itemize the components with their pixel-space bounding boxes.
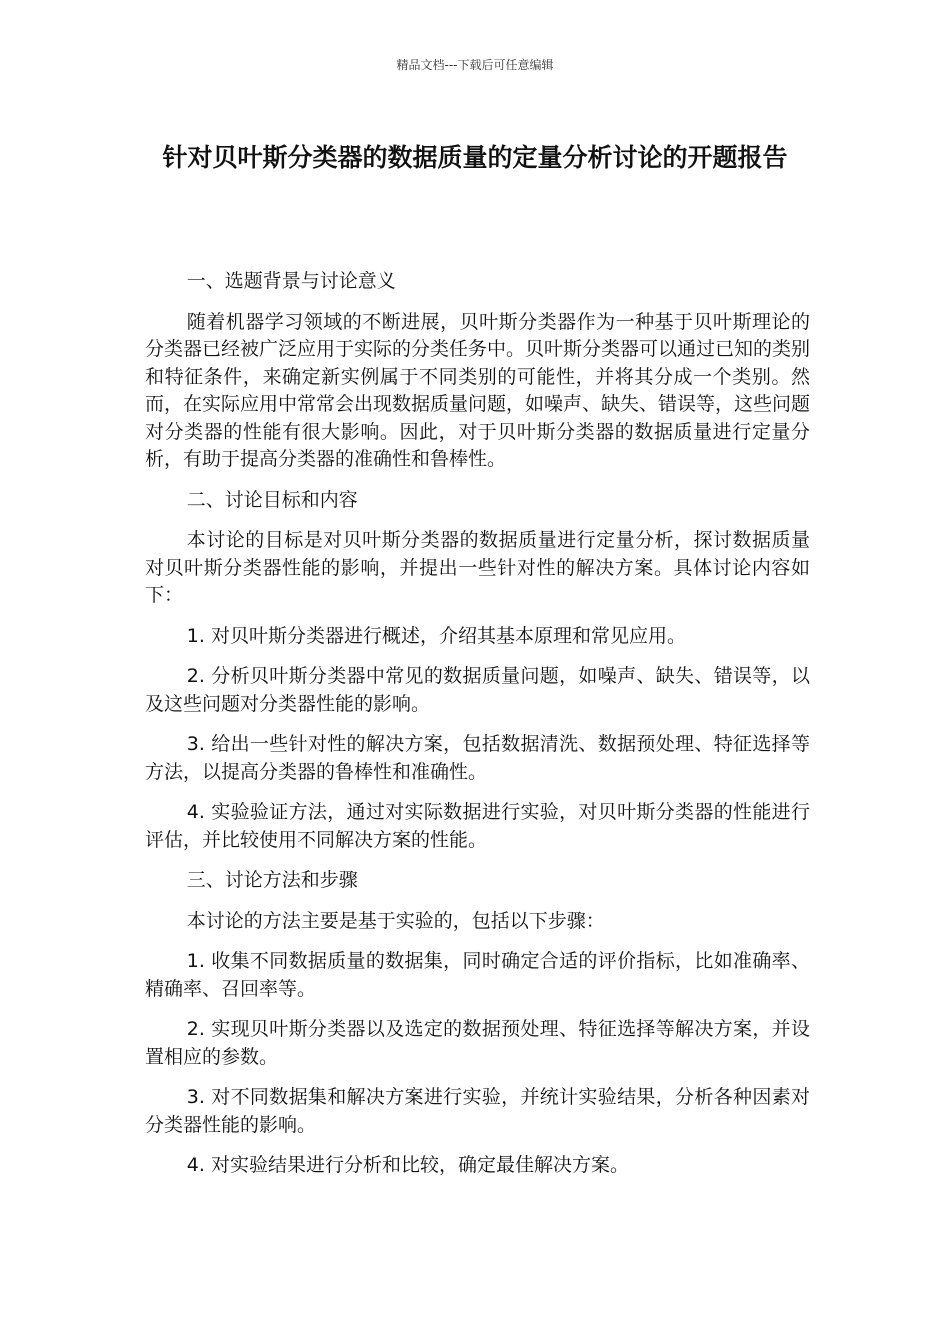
list-item: 3. 对不同数据集和解决方案进行实验，并统计实验结果，分析各种因素对分类器性能的影响。 (145, 1086, 810, 1136)
list-item: 4. 实验验证方法，通过对实际数据进行实验，对贝叶斯分类器的性能进行评估，并比较使用不同解决方案的性能。 (145, 801, 810, 851)
body-paragraph: 本讨论的方法主要是基于实验的，包括以下步骤： (186, 909, 605, 932)
list-item: 2. 实现贝叶斯分类器以及选定的数据预处理、特征选择等解决方案，并设置相应的参数。 (145, 1018, 810, 1068)
body-paragraph: 随着机器学习领域的不断进展，贝叶斯分类器作为一种基于贝叶斯理论的分类器已经被广泛应用于实际的分类任务中。贝叶斯分类器可以通过已知的类别和特征条件，来确定新实例属于不同类别的可能性，并将其分成一个类别。然而，在实际应用中常常会出现数据质量问题，如噪声、缺失、错误等，这些问题对分类器的性能有很大影响。因此，对于贝叶斯分类器的数据质量进行定量分析，有助于提高分类器的准确性和鲁棒性。 (145, 310, 811, 470)
section-heading: 一、选题背景与讨论意义 (186, 270, 396, 292)
list-item: 1. 收集不同数据质量的数据集，同时确定合适的评价指标，比如准确率、精确率、召回率等。 (145, 950, 810, 1000)
list-item: 1. 对贝叶斯分类器进行概述，介绍其基本原理和常见应用。 (186, 624, 686, 647)
document-title: 针对贝叶斯分类器的数据质量的定量分析讨论的开题报告 (162, 143, 788, 172)
section-heading: 三、讨论方法和步骤 (186, 869, 358, 891)
list-item: 3. 给出一些针对性的解决方案，包括数据清洗、数据预处理、特征选择等方法，以提高分类器的鲁棒性和准确性。 (145, 733, 810, 783)
section-heading: 二、讨论目标和内容 (186, 488, 358, 511)
body-paragraph: 本讨论的目标是对贝叶斯分类器的数据质量进行定量分析，探讨数据质量对贝叶斯分类器性能的影响，并提出一些针对性的解决方案。具体讨论内容如下： (145, 529, 810, 606)
header-note: 精品文档---下载后可任意编辑 (396, 58, 554, 72)
list-item: 4. 对实验结果进行分析和比较，确定最佳解决方案。 (186, 1154, 629, 1176)
document-body (145, 268, 810, 1193)
list-item: 2. 分析贝叶斯分类器中常见的数据质量问题，如噪声、缺失、错误等，以及这些问题对分类器性能的影响。 (145, 665, 810, 715)
